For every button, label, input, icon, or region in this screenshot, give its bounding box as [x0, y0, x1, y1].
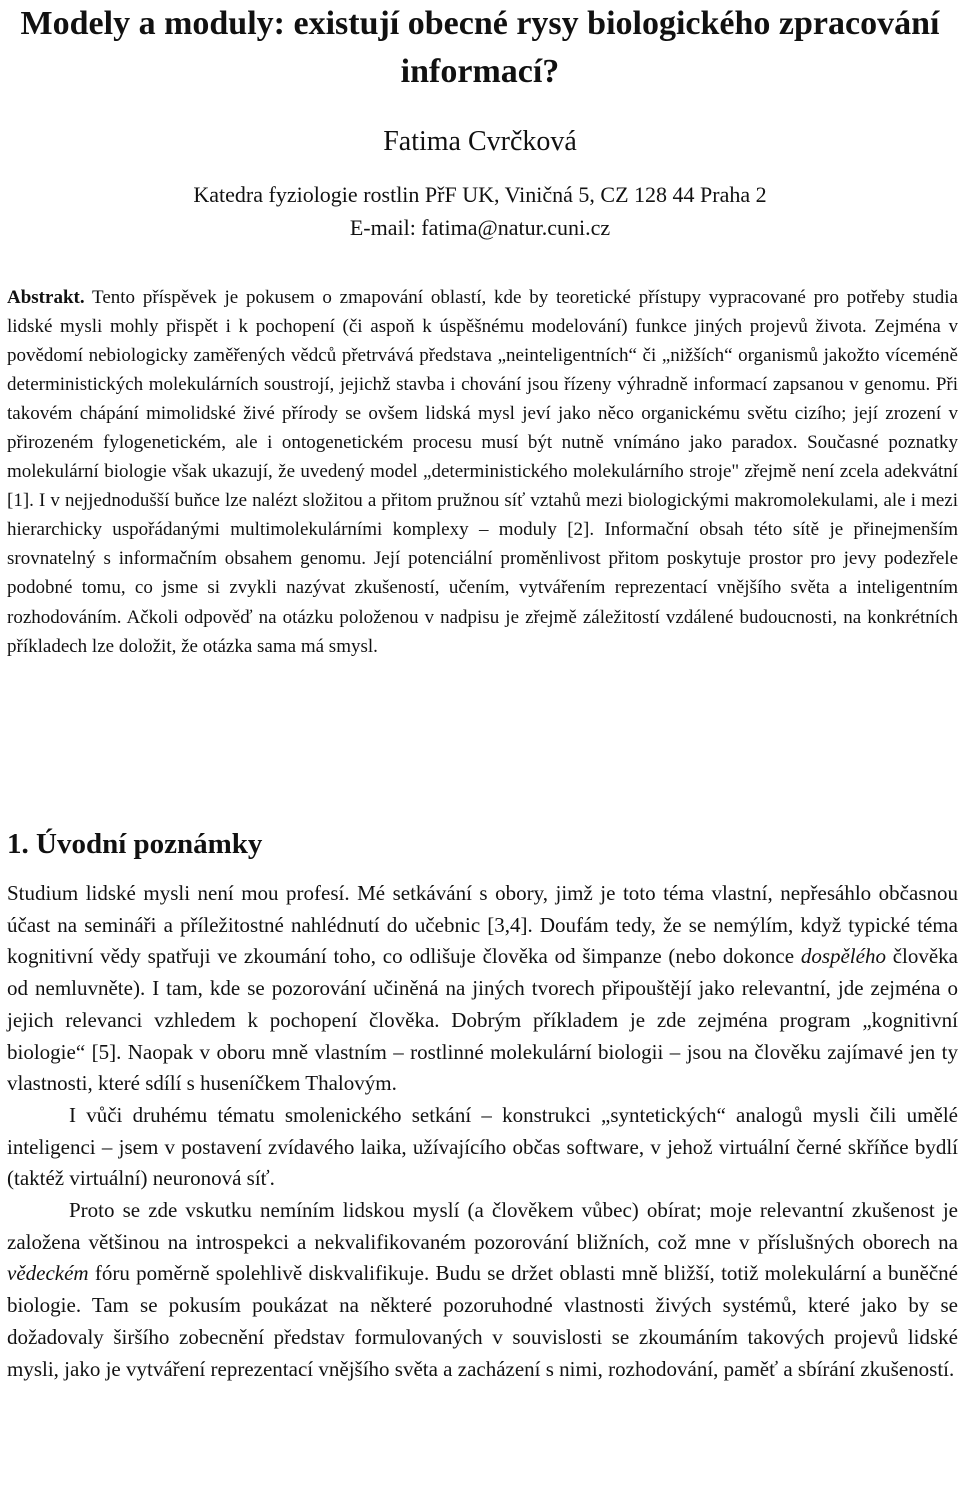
paragraph-1-text: Studium lidské mysli není mou profesí. Mé setkávání s obory, jimž je toto téma vlastní, nepřesáhlo občasnou účast na semináři a příležitostné nahlédnutí do učebnic [3,4]. Doufám tedy, že se nemýlím, když typické téma kognitivní vědy spatřuji ve zkoumání toho, co odlišuje člověka od šimpanze (nebo dokonce [7, 881, 958, 969]
paragraph-1 [7, 878, 958, 1100]
email: E-mail: fatima@natur.cuni.cz [349, 215, 611, 240]
author-name: Fatima Cvrčková [383, 126, 577, 157]
affiliation-block [0, 178, 960, 244]
abstract [7, 283, 958, 661]
affiliation: Katedra fyziologie rostlin PřF UK, Viničná 5, CZ 128 44 Praha 2 [193, 182, 767, 207]
emphasis: dospělého [800, 944, 886, 969]
section-heading: 1. Úvodní poznámky [7, 828, 263, 860]
paragraph-3-text: Proto se zde vskutku nemíním lidskou myslí (a člověkem vůbec) obírat; moje relevantní zkušenost je založena většinou na introspekci a nekvalifikovaném pozorování bližních, což mne v příslušných oborech na [7, 1198, 958, 1254]
paragraph-1-text-cont: člověka od nemluvněte). I tam, kde se pozorování učiněná na jiných tvorech připouštějí jako relevantní, jde zejména o jejich relevanci vzhledem k pochopení člověka. Dobrým příkladem je zde zejména program „kognitivní biologie“ [5]. Naopak v oboru mně vlastním – rostlinné molekulární biologii – jsou na člověku zajímavé jen ty vlastnosti, které sdílí s huseníčkem Thalovým. [7, 944, 959, 1096]
paper-title: Modely a moduly: existují obecné rysy biologického zpracování informací? [20, 5, 940, 90]
paragraph-3-text-cont: fóru poměrně spolehlivě diskvalifikuje. Budu se držet oblasti mně bližší, totiž molekulární a buněčné biologie. Tam se pokusím poukázat na některé pozoruhodné vlastnosti živých systémů, které jako by se dožadovaly širšího zobecnění představ formulovaných v souvislosti se zkoumáním takových projevů lidské mysli, jako je vytváření reprezentací vnějšího světa a zacházení s nimi, rozhodování, paměť a sbírání zkušeností. [7, 1261, 958, 1381]
body-text [7, 878, 958, 1385]
abstract-label: Abstrakt. [7, 287, 85, 308]
paragraph-2: I vůči druhému tématu smolenického setkání – konstrukci „syntetických“ analogů mysli čili umělé inteligenci – jsem v postavení zvídavého laika, užívajícího občas software, v jehož virtuální černé skříňce bydlí (taktéž virtuální) neuronová síť. [7, 1102, 958, 1191]
emphasis: vědeckém [7, 1261, 89, 1286]
paragraph-3 [7, 1195, 958, 1385]
abstract-text: Tento příspěvek je pokusem o zmapování oblastí, kde by teoretické přístupy vypracované pro potřeby studia lidské mysli mohly přispět i k pochopení (či aspoň k úspěšnému modelování) funkce jiných projevů života. Zejména v povědomí nebiologicky zaměřených vědců přetrvává představa „neinteligentních“ či „nižších“ organismů jakožto víceméně deterministických molekulárních soustrojí, jejichž stavba i chování jsou řízeny výhradně informací zapsanou v genomu. Při takovém chápání mimolidské živé přírody se ovšem lidská mysl jeví jako něco organickému světu cizího; její zrození v přirozeném fylogenetickém, ale i ontogenetickém procesu musí být nutně vnímáno jako paradox. Současné poznatky molekulární biologie však ukazují, že uvedený model „deterministického molekulárního stroje" zřejmě není zcela adekvátní [1]. I v nejjednodušší buňce lze nalézt složitou a přitom pružnou síť vztahů mezi biologickými makromolekulami, ale i mezi hierarchicky uspořádanými multimolekulárními komplexy – moduly [2]. Informační obsah této sítě je přinejmenším srovnatelný s informačním obsahem genomu. Její potenciální proměnlivost přitom poskytuje prostor pro jevy podezřele podobné tomu, co jsme si zvykli nazývat zkušeností, učením, vytvářením reprezentací vnějšího světa a inteligentním rozhodováním. Ačkoli odpověď na otázku položenou v nadpisu je zřejmě záležitostí vzdálené budoucnosti, na konkrétních příkladech lze doložit, že otázka sama má smysl. [7, 287, 958, 657]
